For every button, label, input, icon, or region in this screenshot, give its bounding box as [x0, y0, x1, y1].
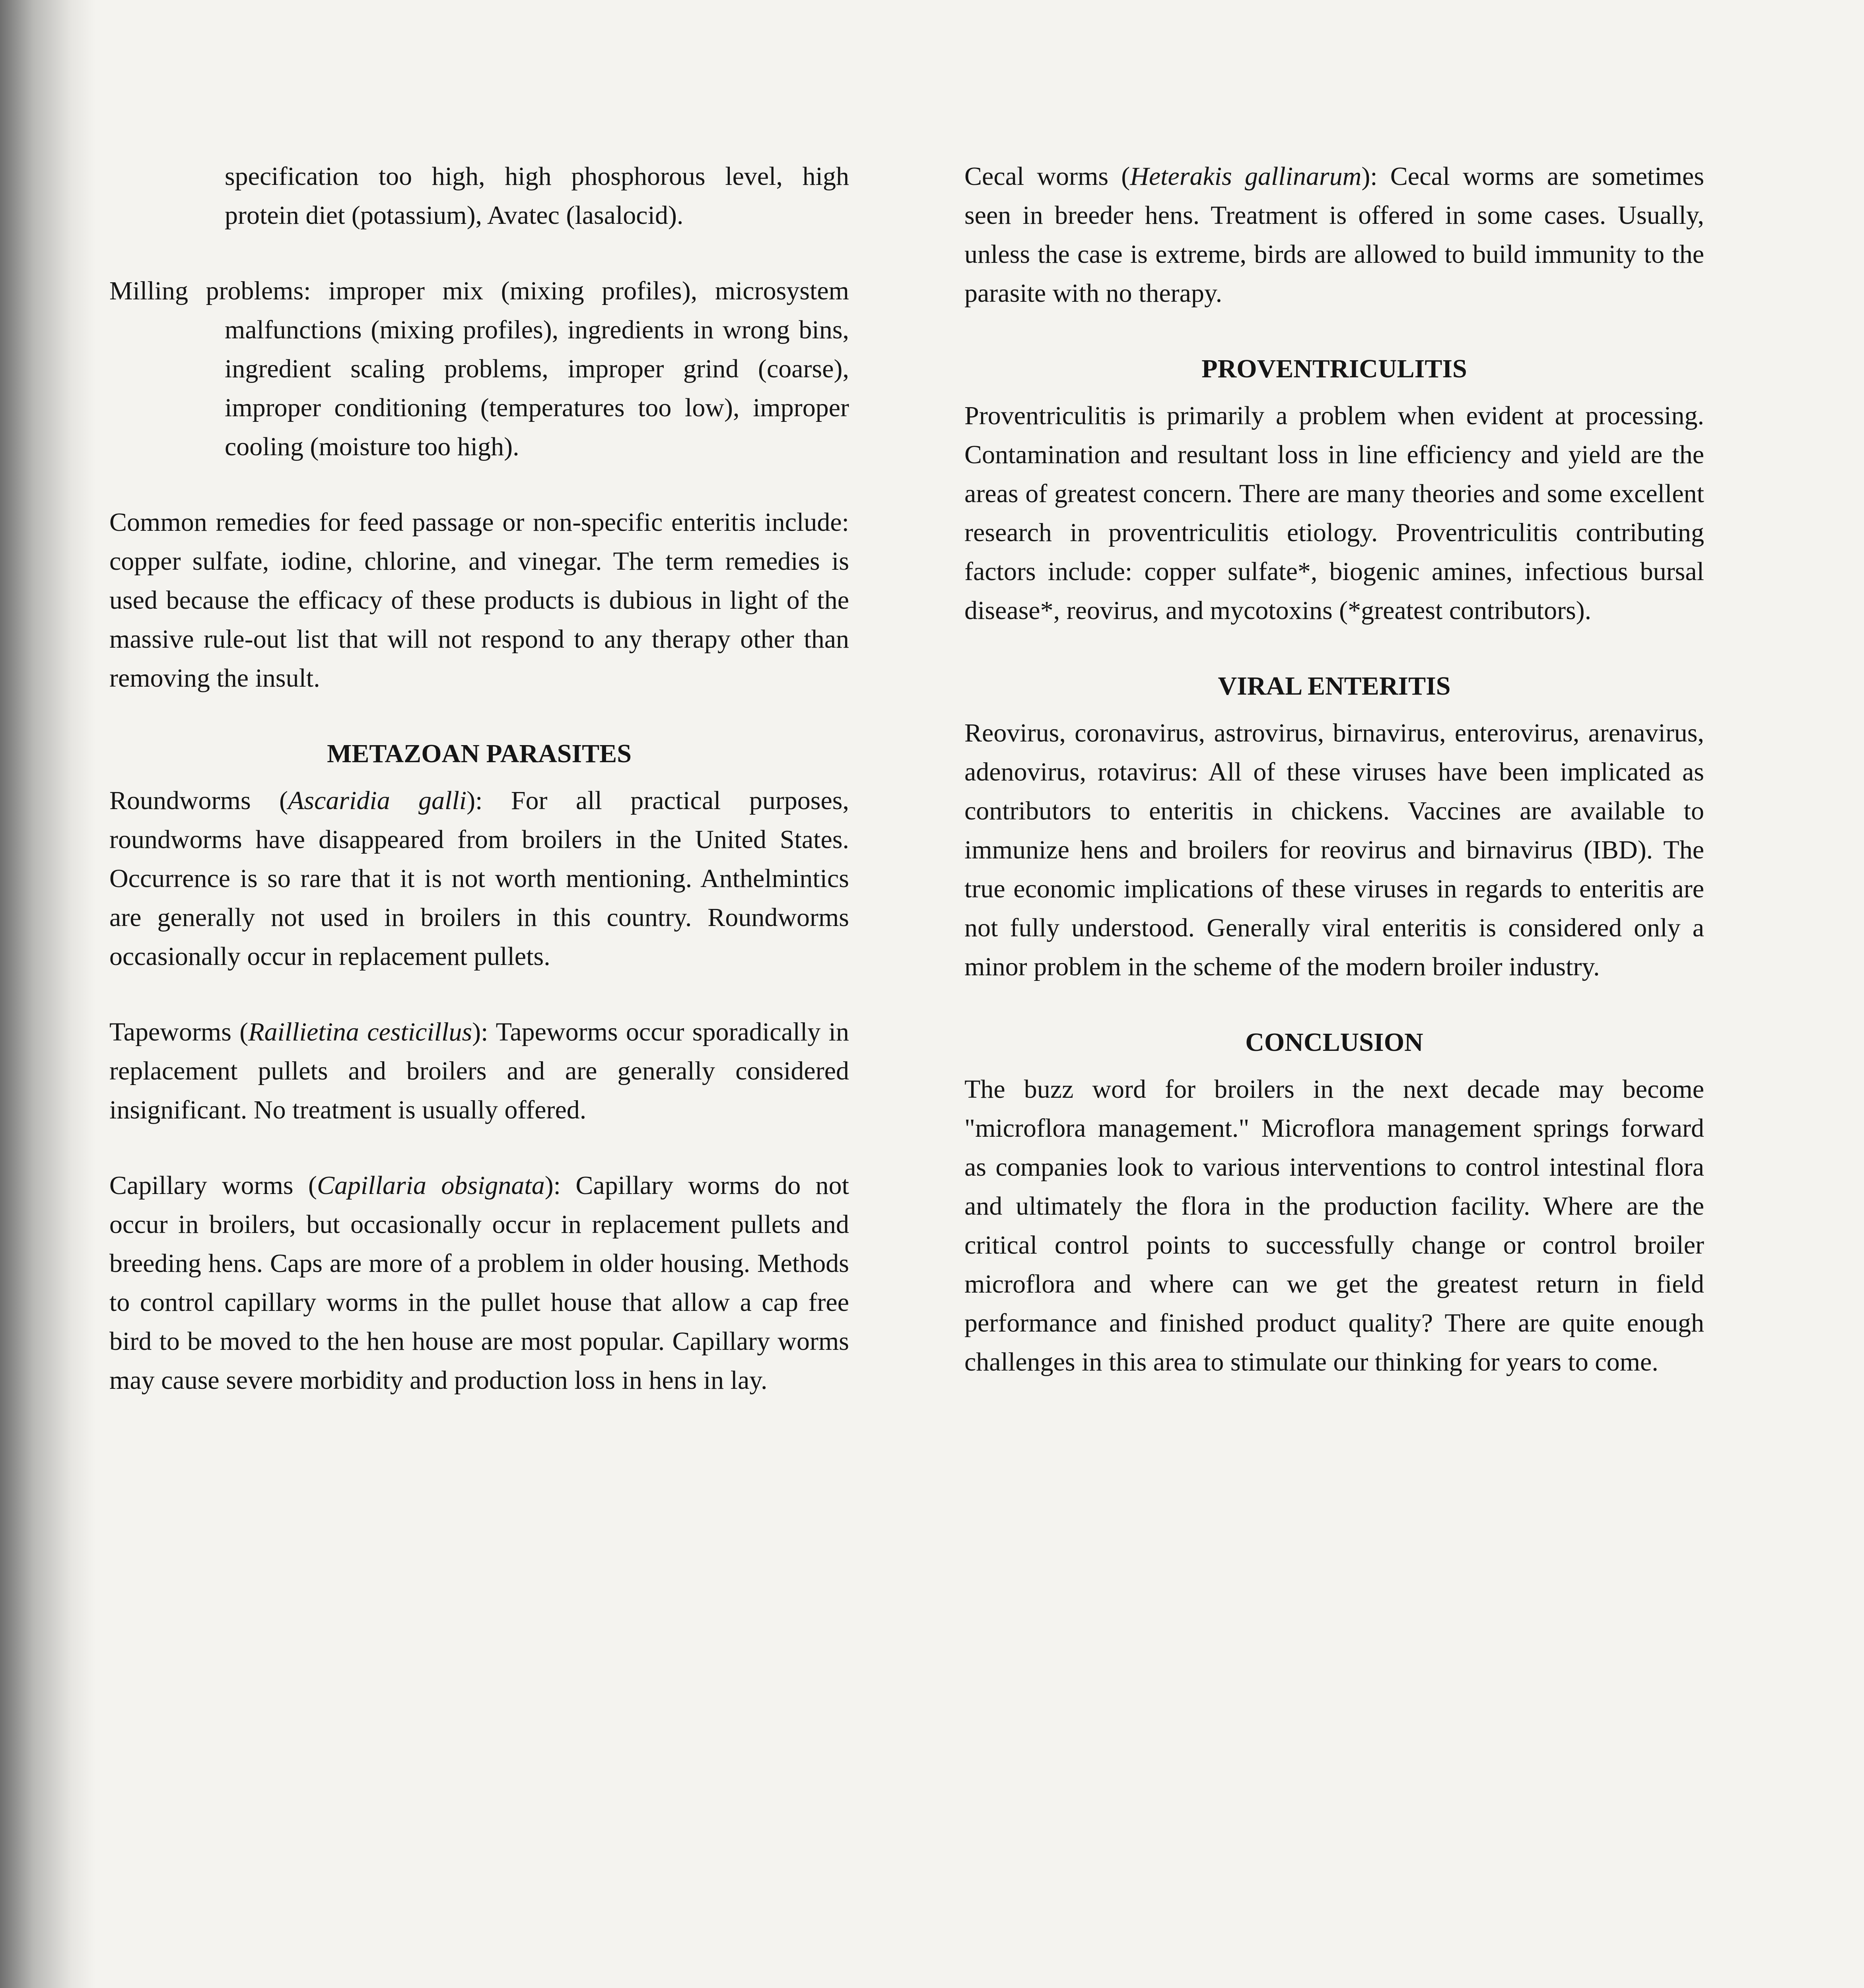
- milling-problems-paragraph: [109, 272, 849, 466]
- right-column: [964, 157, 1704, 1382]
- cecal-worms-text: Cecal worms are sometimes seen in breeder hens. Treatment is offered in some cases. Usually, unless the case is extreme, birds are allowed to build immunity to the parasite with no therapy.: [964, 162, 1705, 308]
- conclusion-paragraph: The buzz word for broilers in the next decade may become "microflora management." Microflora management springs forward as companies look to various interventions to control intestinal flora and ultimately the flora in the production facility. Where are the critical control points to successfully change or control broiler microflora and where can we get the greatest return in field performance and finished product quality? There are quite enough challenges in this area to stimulate our thinking for years to come.: [964, 1075, 1704, 1376]
- proventriculitis-paragraph: Proventriculitis is primarily a problem when evident at processing. Contamination and resultant loss in line efficiency and yield are the areas of greatest concern. There are many theories and some excellent research in proventriculitis etiology. Proventriculitis contributing factors include: copper sulfate*, biogenic amines, infectious bursal disease*, reovirus, and mycotoxins (*greatest contributors).: [964, 401, 1704, 625]
- tapeworms-paragraph: Tapeworms (Raillietina cesticillus): Tapeworms occur sporadically in replacement pullets and broilers and are generally considered insignificant. No treatment is usually offered.: [109, 1017, 849, 1124]
- capillary-worms-paragraph: Capillary worms (Capillaria obsignata): Capillary worms do not occur in broilers, but occasionally occur in replacement pullets and breeding hens. Caps are more of a problem in older housing. Methods to control capillary worms in the pullet house that allow a cap free bird to be moved to the hen house are most popular. Capillary worms may cause severe morbidity and production loss in hens in lay.: [109, 1171, 849, 1395]
- roundworms-paragraph: Roundworms (Ascaridia galli): For all practical purposes, roundworms have disappeared from broilers in the United States. Occurrence is so rare that it is not worth mentioning. Anthelmintics are generally not used in broilers in this country. Roundworms occasionally occur in replacement pullets.: [109, 786, 849, 971]
- capillary-worms-term: Capillary worms: [109, 1171, 293, 1200]
- left-column: [109, 157, 849, 1400]
- binding-shadow: [0, 0, 95, 1988]
- capillary-worms-scientific-name: Capillaria obsignata: [317, 1171, 545, 1200]
- milling-label: Milling: [109, 276, 189, 305]
- conclusion-heading: CONCLUSION: [1245, 1028, 1423, 1057]
- tapeworms-scientific-name: Raillietina cesticillus: [248, 1017, 472, 1046]
- tapeworms-term: Tapeworms: [109, 1017, 231, 1046]
- viral-enteritis-paragraph: Reovirus, coronavirus, astrovirus, birnavirus, enterovirus, arenavirus, adenovirus, rotavirus: All of these viruses have been implicated as contributors to enteritis in chickens. Vaccines are available to immunize hens and broilers for reovirus and birnavirus (IBD). The true economic implications of these viruses in regards to enteritis are not fully understood. Generally viral enteritis is considered only a minor problem in the scheme of the modern broiler industry.: [964, 718, 1704, 981]
- cecal-worms-paragraph: Cecal worms (Heterakis gallinarum): Cecal worms are sometimes seen in breeder hens. Treatment is offered in some cases. Usually, unless the case is extreme, birds are allowed to build immunity to the parasite with no therapy.: [964, 162, 1705, 308]
- capillary-worms-text: Capillary worms do not occur in broilers, but occasionally occur in replacement pullets and breeding hens. Caps are more of a problem in older housing. Methods to control capillary worms in the pullet house that allow a cap free bird to be moved to the hen house are most popular. Capillary worms may cause severe morbidity and production loss in hens in lay.: [109, 1171, 849, 1395]
- cecal-worms-term: Cecal worms: [964, 162, 1109, 191]
- milling-text: problems: improper mix (mixing profiles), microsystem malfunctions (mixing profiles), ingredients in wrong bins, ingredient scaling problems, improper grind (coarse), improper conditioning (temperatures too low), improper cooling (moisture too high).: [206, 276, 849, 461]
- cecal-worms-scientific-name: Heterakis gallinarum: [1130, 162, 1362, 191]
- roundworms-text: For all practical purposes, roundworms have disappeared from broilers in the United States. Occurrence is so rare that it is not worth mentioning. Anthelmintics are generally not used in broilers in this country. Roundworms occasionally occur in replacement pullets.: [109, 786, 849, 971]
- tapeworms-text: Tapeworms occur sporadically in replacement pullets and broilers and are generally considered insignificant. No treatment is usually offered.: [109, 1017, 849, 1124]
- metazoan-parasites-heading: METAZOAN PARASITES: [327, 739, 632, 768]
- remedies-paragraph: Common remedies for feed passage or non-specific enteritis include: copper sulfate, iodine, chlorine, and vinegar. The term remedies is used because the efficacy of these products is dubious in light of the massive rule-out list that will not respond to any therapy other than removing the insult.: [109, 508, 849, 693]
- continuation-paragraph: specification too high, high phosphorous level, high protein diet (potassium), Avatec (lasalocid).: [225, 162, 849, 230]
- roundworms-term: Roundworms: [109, 786, 251, 815]
- viral-enteritis-heading: VIRAL ENTERITIS: [1218, 672, 1451, 701]
- proventriculitis-heading: PROVENTRICULITIS: [1201, 354, 1467, 383]
- roundworms-scientific-name: Ascaridia galli: [288, 786, 467, 815]
